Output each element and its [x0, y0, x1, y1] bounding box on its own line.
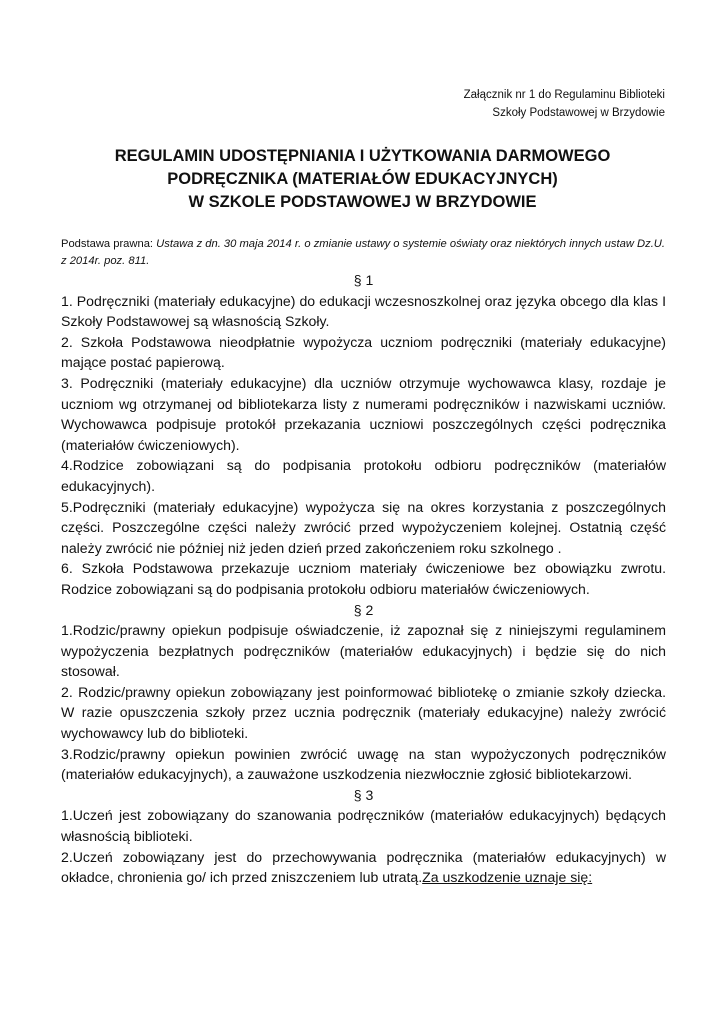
title-line-3: W SZKOLE PODSTAWOWEJ W BRZYDOWIE [188, 193, 537, 211]
section-3-paragraph-2 [61, 847, 666, 888]
section-2-paragraph-3: 3.Rodzic/prawny opiekun powinien zwrócić uwagę na stan wypożyczonych podręczników (materiałów edukacyjnych), a zauważone uszkodzenia niezwłocznie zgłosić bibliotekarzowi. [61, 745, 666, 783]
legal-basis-text: Ustawa z dn. 30 maja 2014 r. o zmianie ustawy o systemie oświaty oraz niektórych innych ustaw Dz.U. z 2014r. poz. 811. [61, 238, 665, 267]
legal-basis [61, 236, 666, 270]
section-3-paragraph-2-text: 2.Uczeń zobowiązany jest do przechowywania podręcznika (materiałów edukacyjnych) w okładce, chronienia go/ ich przed zniszczeniem lub utratą. [61, 848, 666, 886]
section-1-paragraph-6: 6. Szkoła Podstawowa przekazuje uczniom materiały ćwiczeniowe bez obowiązku zwrotu. Rodzice zobowiązani są do podpisania protokołu odbioru materiałów ćwiczeniowych. [61, 560, 666, 597]
document-body [61, 270, 666, 888]
section-2-heading: § 2 [353, 601, 374, 618]
section-1-paragraph-1: 1. Podręczniki (materiały edukacyjne) do edukacji wczesnoszkolnej oraz języka obcego dla klas I Szkoły Podstawowej są własnością Szkoły. [61, 292, 666, 330]
section-1-paragraph-3: 3. Podręczniki (materiały edukacyjne) dla uczniów otrzymuje wychowawca klasy, rozdaje je uczniom wg otrzymanej od bibliotekarza listy z numerami podręczników i nazwiskami uczniów. Wychowawca podpisuje protokół przekazania uczniowi poszczególnych części podręcznika (materiałów ćwiczeniowych). [61, 374, 666, 453]
title-line-2: PODRĘCZNIKA (MATERIAŁÓW EDUKACYJNYCH) [167, 170, 558, 188]
section-2-paragraph-2: 2. Rodzic/prawny opiekun zobowiązany jest poinformować bibliotekę o zmianie szkoły dziecka. W razie opuszczenia szkoły przez ucznia podręcznik (materiały edukacyjne) należy zwrócić wychowawcy lub do biblioteki. [61, 683, 666, 742]
section-1-heading: § 1 [353, 272, 374, 288]
section-2-paragraph-1: 1.Rodzic/prawny opiekun podpisuje oświadczenie, iż zapoznał się z niniejszymi regulaminem wypożyczenia bezpłatnych podręczników (materiałów edukacyjnych) i będzie się do nich stosował. [61, 622, 666, 680]
document-title [60, 145, 665, 214]
section-3-paragraph-1: 1.Uczeń jest zobowiązany do szanowania podręczników (materiałów edukacyjnych) będących własnością biblioteki. [61, 807, 666, 845]
section-3-heading: § 3 [353, 786, 374, 803]
annex-note [464, 86, 665, 122]
section-1-paragraph-4: 4.Rodzice zobowiązani są do podpisania protokołu odbioru podręczników (materiałów edukacyjnych). [61, 457, 666, 494]
title-line-1: REGULAMIN UDOSTĘPNIANIA I UŻYTKOWANIA DARMOWEGO [114, 147, 611, 165]
section-1-paragraph-2: 2. Szkoła Podstawowa nieodpłatnie wypożycza uczniom podręczniki (materiały edukacyjne) mające postać papierową. [61, 333, 666, 371]
annex-line-1: Załącznik nr 1 do Regulaminu Biblioteki [463, 89, 665, 101]
damage-definition-lead: Za uszkodzenie uznaje się: [422, 869, 593, 886]
annex-line-2: Szkoły Podstawowej w Brzydowie [492, 107, 665, 119]
legal-basis-label: Podstawa prawna: [61, 238, 157, 250]
section-1-paragraph-5: 5.Podręczniki (materiały edukacyjne) wypożycza się na okres korzystania z poszczególnych części. Poszczególne części należy zwrócić przed wypożyczeniem kolejnej. Ostatnią część należy zwrócić nie później niż jeden dzień przed zakończeniem roku szkolnego . [61, 498, 666, 556]
